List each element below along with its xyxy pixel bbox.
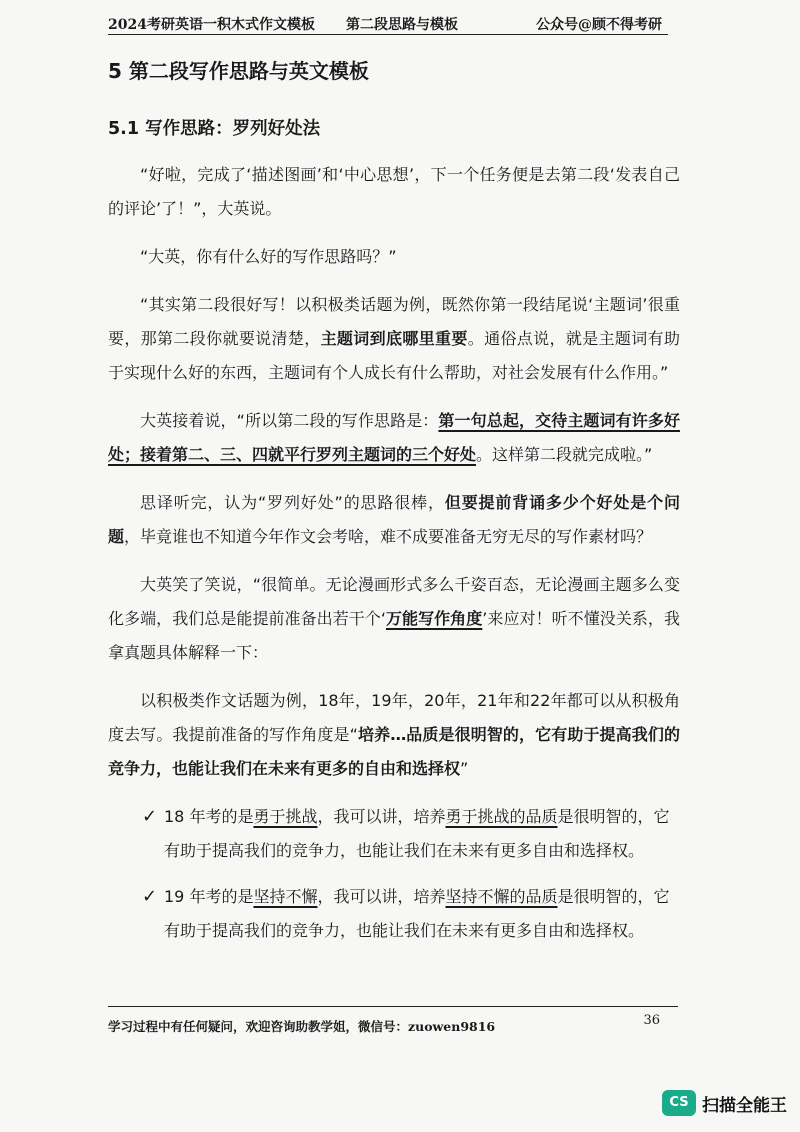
underlined-term: 勇于挑战的品质	[445, 807, 558, 826]
bold-emphasis: 主题词到底哪里重要	[320, 329, 468, 348]
paragraph-3	[108, 288, 680, 390]
underlined-term: 坚持不懈的品质	[445, 887, 558, 906]
text: “其实第二段很好写！以积极类话题为例，既然你第一段结尾说‘主题词’很重要，那第二段你就要说清楚，	[108, 295, 680, 348]
page-footer	[108, 1006, 678, 1034]
checklist-item-2019	[108, 880, 680, 948]
text: 大英笑了笑说，“很简单。无论漫画形式多么千姿百态，无论漫画主题多么变化多端，我们总是能提前准备出若干个‘	[108, 575, 680, 628]
paragraph-1: “好啦，完成了‘描述图画’和‘中心思想’，下一个任务便是去第二段‘发表自己的评论’了！”，大英说。	[108, 165, 680, 218]
text: 18 年考的是	[164, 807, 254, 826]
paragraph-4	[108, 404, 680, 472]
text: ，我可以讲，培养	[317, 807, 446, 826]
text: ，我可以讲，培养	[317, 887, 446, 906]
underlined-emphasis: 第一句总起，交待主题词有许多好处；接着第二、三、四就平行罗列主题词的三个好处	[108, 411, 680, 464]
scanner-label: 扫描全能王	[702, 1095, 787, 1116]
text: ’来应对！听不懂没关系，我拿真题具体解释一下：	[108, 609, 680, 662]
text: 。通俗点说，就是主题词有助于实现什么好的东西，主题词有个人成长有什么帮助，对社会发展有什么作用。”	[108, 329, 680, 382]
text: 大英接着说，“所以第二段的写作思路是：	[140, 411, 439, 430]
underlined-term: 坚持不懈	[253, 887, 318, 906]
scanner-watermark	[662, 1090, 787, 1116]
paragraph-2: “大英，你有什么好的写作思路吗？”	[140, 247, 397, 266]
page-body	[108, 54, 680, 960]
underlined-emphasis: 万能写作角度	[385, 609, 483, 628]
text: ”	[460, 759, 469, 778]
paragraph-7	[108, 684, 680, 786]
header-account: 公众号@顾不得考研	[536, 17, 662, 33]
text: 19 年考的是	[164, 887, 254, 906]
checklist-item-2018	[108, 800, 680, 868]
section-title: 5 第二段写作思路与英文模板	[108, 59, 369, 83]
bold-emphasis: 培养…品质是很明智的，它有助于提高我们的竞争力，也能让我们在未来有更多的自由和选择权	[108, 725, 680, 778]
text: 是很明智的，它有助于提高我们的竞争力，也能让我们在未来有更多自由和选择权。	[164, 887, 670, 940]
text: 是很明智的，它有助于提高我们的竞争力，也能让我们在未来有更多自由和选择权。	[164, 807, 670, 860]
text: 。这样第二段就完成啦。”	[476, 445, 653, 464]
header-section-title: 第二段思路与模板	[346, 17, 458, 33]
text: 以积极类作文话题为例，18年，19年，20年，21年和22年都可以从积极角度去写。我提前准备的写作角度是“	[108, 691, 680, 744]
checkmark-icon: ✓	[142, 886, 158, 907]
underlined-term: 勇于挑战	[253, 807, 318, 826]
paragraph-5	[108, 486, 680, 554]
camscanner-logo-icon: CS	[662, 1090, 696, 1116]
paragraph-6	[108, 568, 680, 670]
bold-emphasis: 但要提前背诵多少个好处是个问题	[108, 493, 680, 546]
page-header	[108, 12, 668, 35]
text: ，毕竟谁也不知道今年作文会考啥，难不成要准备无穷无尽的写作素材吗？	[124, 527, 653, 546]
page-number: 36	[643, 1013, 660, 1028]
footer-contact: 学习过程中有任何疑问，欢迎咨询助教学姐，微信号：zuowen9816	[108, 1019, 496, 1034]
subsection-title: 5.1 写作思路：罗列好处法	[108, 119, 321, 139]
text: 思译听完，认为“罗列好处”的思路很棒，	[140, 493, 445, 512]
checkmark-icon: ✓	[142, 806, 158, 827]
header-left-title: 2024考研英语一积木式作文模板	[108, 17, 315, 33]
